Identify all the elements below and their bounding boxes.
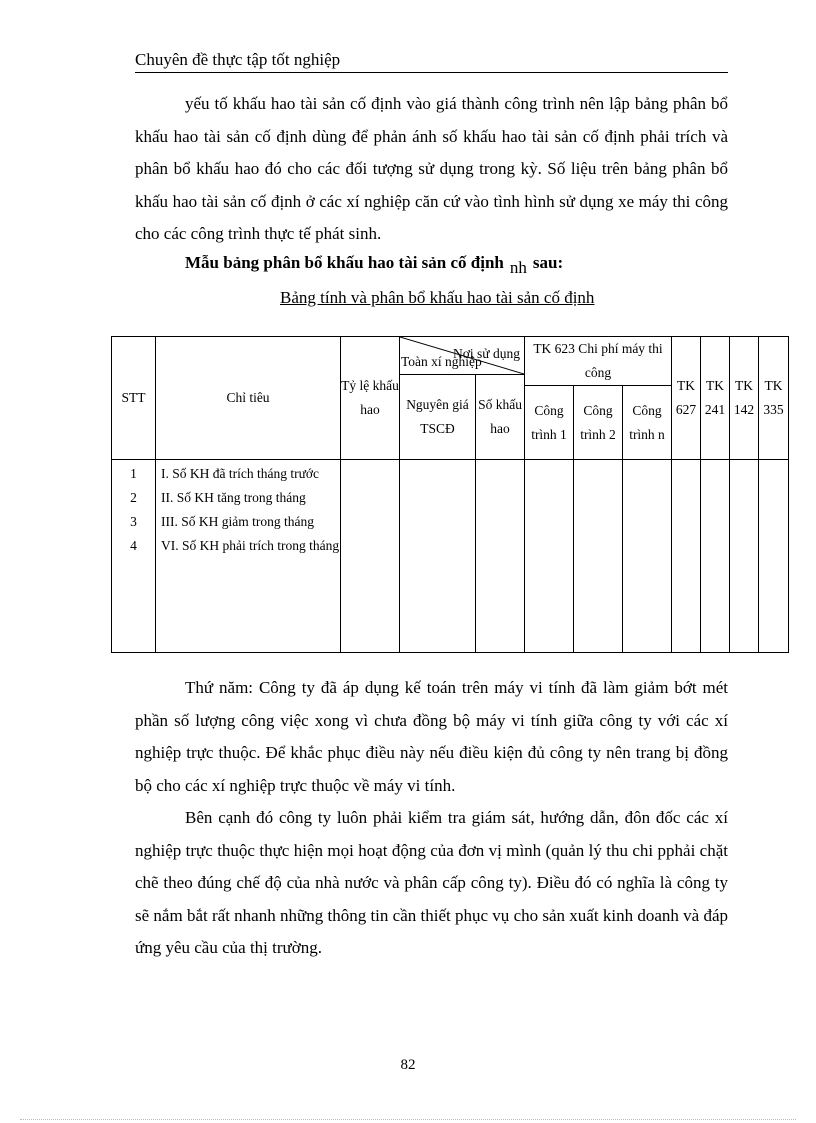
- header-tk623: TK 623 Chi phí máy thi công: [525, 337, 672, 386]
- header-noi-su-dung-label: Nơi sử dụng: [453, 346, 520, 361]
- header-cong-trinh-2: Công trình 2: [574, 386, 623, 460]
- header-chi-tieu: Chỉ tiêu: [156, 337, 341, 460]
- chi-tieu-column: [156, 460, 341, 653]
- empty-cell: [672, 460, 701, 653]
- empty-cell: [400, 460, 476, 653]
- header-stt: STT: [112, 337, 156, 460]
- paragraph-thu-nam: Thứ năm: Công ty đã áp dụng kế toán trên máy vi tính đã làm giảm bớt mét phần số lượng công việc xong vì chưa đồng bộ máy vi tính giữa công ty với các xí nghiệp trực thuộc. Để khắc phục điều này nếu điều kiện đủ công ty nên trang bị đồng bộ cho các xí nghiệp trực thuộc về máy vi tính.: [135, 678, 728, 795]
- empty-cell: [759, 460, 789, 653]
- header-tk627: TK 627: [672, 337, 701, 460]
- table-row-label: II. Số KH tăng trong tháng: [161, 490, 306, 505]
- table-row-stt: 1: [130, 466, 137, 481]
- empty-cell: [525, 460, 574, 653]
- intro-subscript: nh: [509, 258, 527, 277]
- header-cong-trinh-n: Công trình n: [623, 386, 672, 460]
- table-row-label: I. Số KH đã trích tháng trước: [161, 466, 320, 481]
- table-row-stt: 4: [130, 538, 137, 553]
- depreciation-table: [111, 336, 789, 653]
- table-row-stt: 3: [130, 514, 137, 529]
- header-tk142: TK 142: [730, 337, 759, 460]
- empty-cell: [623, 460, 672, 653]
- empty-cell: [341, 460, 400, 653]
- intro-text: Mẫu bảng phân bổ khấu hao tài sản cố định: [185, 253, 504, 272]
- table-row-label: III. Số KH giảm trong tháng: [161, 514, 314, 529]
- header-noi-su-dung: [400, 337, 525, 375]
- header-tk335: TK 335: [759, 337, 789, 460]
- table-row-stt: 2: [130, 490, 137, 505]
- empty-cell: [476, 460, 525, 653]
- paragraph-depreciation-intro: yếu tố khấu hao tài sản cố định vào giá thành công trình nên lập bảng phân bổ khấu hao tài sản cố định dùng để phản ánh số khấu hao tài sản cố định phải trích và phân bổ khấu hao đó cho các đối tượng sử dụng trong kỳ. Số liệu trên bảng phân bổ khấu hao tài sản cố định ở các xí nghiệp căn cứ vào tình hình sử dụng xe máy thi công cho các công trình thực tế phát sinh.: [135, 94, 728, 243]
- table-intro-line: [185, 253, 564, 277]
- intro-suffix: sau:: [532, 253, 564, 272]
- empty-cell: [574, 460, 623, 653]
- paragraph-ben-canh: Bên cạnh đó công ty luôn phải kiểm tra giám sát, hướng dẫn, đôn đốc các xí nghiệp trực thuộc thực hiện mọi hoạt động của đơn vị mình (quản lý thu chi pphải chặt chẽ theo đúng chế độ của nhà nước và phân cấp công ty). Điều đó có nghĩa là công ty sẽ nắm bắt rất nhanh những thông tin cần thiết phục vụ cho sản xuất kinh doanh và đáp ứng yêu cầu của thị trường.: [135, 808, 728, 957]
- table-row-label: VI. Số KH phải trích trong tháng: [161, 538, 340, 553]
- table-caption: Bảng tính và phân bổ khấu hao tài sản cố định: [280, 288, 595, 307]
- header-so-khau-hao: Số khấu hao: [476, 375, 525, 460]
- header-ty-le: Tỷ lệ khấu hao: [341, 337, 400, 460]
- header-toan-xi-nghiep-label: Toàn xí nghiệp: [401, 354, 482, 369]
- header-cong-trinh-1: Công trình 1: [525, 386, 574, 460]
- header-tk241: TK 241: [701, 337, 730, 460]
- page-header: Chuyên đề thực tập tốt nghiệp: [135, 50, 728, 73]
- stt-column: [112, 460, 156, 653]
- page-bottom-divider: [20, 1119, 796, 1120]
- empty-cell: [730, 460, 759, 653]
- empty-cell: [701, 460, 730, 653]
- header-nguyen-gia: Nguyên giá TSCĐ: [400, 375, 476, 460]
- page-number: 82: [400, 1057, 416, 1073]
